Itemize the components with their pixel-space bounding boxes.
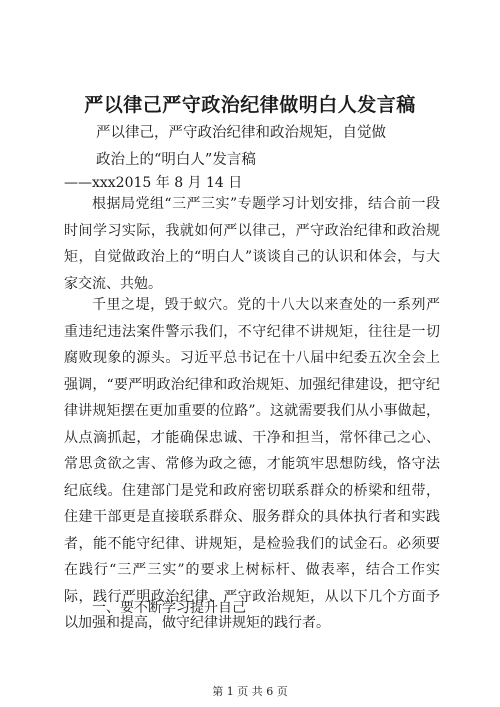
document-subtitle-line-2: 政治上的“明白人”发言稿 [96, 152, 256, 168]
author-dateline: ——xxx2015 年 8 月 14 日 [64, 175, 243, 191]
section-heading: 一、要不断学习提升自己 [92, 600, 246, 616]
body-paragraph: 千里之堤，毁于蚁穴。党的十八大以来查处的一系列严重违纪违法案件警示我们，不守纪律不讲规矩，往往是一切腐败现象的源头。习近平总书记在十八届中纪委五次全会上强调，“要严明政治纪律和政治规矩、加强纪律建设，把守纪律讲规矩摆在更加重要的位路”。这就需要我们从小事做起，从点滴抓起，才能确保忠诚、干净和担当，常怀律己之心、常思贪欲之害、常修为政之德，才能筑牢思想防线，恪守法纪底线。住建部门是党和政府密切联系群众的桥梁和纽带，住建干部更是直接联系群众、服务群众的具体执行者和实践者，能不能守纪律、讲规矩，是检验我们的试金石。必须要在践行“三严三实”的要求上树标杆、做表率，结合工作实际，践行严明政治纪律、严守政治规矩，从以下几个方面予以加强和提高，做守纪律讲规矩的践行者。 [64, 297, 440, 631]
body-paragraph: 根据局党组“三严三实”专题学习计划安排，结合前一段时间学习实际，我就如何严以律己，严守政治纪律和政治规矩，自觉做政治上的“明白人”谈谈自己的认识和体会，与大家交流、共勉。 [64, 196, 440, 292]
document-title: 严以律己严守政治纪律做明白人发言稿 [84, 94, 416, 116]
document-subtitle-line-1: 严以律己，严守政治纪律和政治规矩，自觉做 [96, 125, 386, 141]
page-number-footer: 第 1 页 共 6 页 [212, 685, 288, 698]
